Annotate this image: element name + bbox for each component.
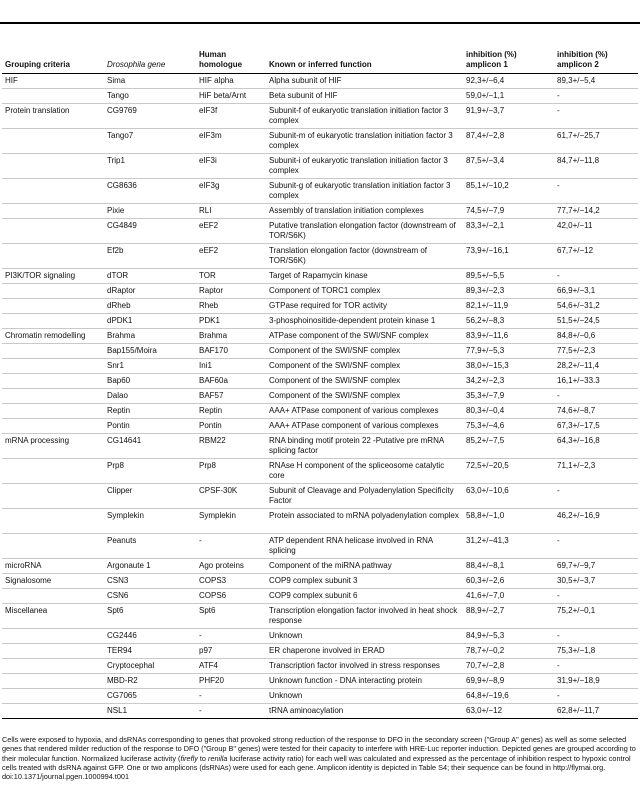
cell-gene: CG7065 [104,689,196,704]
cell-function: Component of the SWI/SNF complex [266,344,463,359]
cell-amplicon-1: 87,5+/−3,4 [463,154,554,179]
cell-grouping [2,129,104,154]
cell-amplicon-1: 64,8+/−19,6 [463,689,554,704]
cell-grouping [2,534,104,559]
table-row [2,484,638,509]
table-row [2,509,638,534]
cell-function: ATP dependent RNA helicase involved in RNA splicing [266,534,463,559]
cell-amplicon-1: 63,0+/−10,6 [463,484,554,509]
cell-function: Unknown [266,689,463,704]
cell-homologue: Rheb [196,299,266,314]
cell-function: Component of the SWI/SNF complex [266,374,463,389]
cell-homologue: BAF60a [196,374,266,389]
cell-homologue: Prp8 [196,459,266,484]
cell-amplicon-2: 31,9+/−18,9 [554,674,638,689]
cell-gene: Trip1 [104,154,196,179]
table-row [2,154,638,179]
cell-homologue: Symplekin [196,509,266,534]
cell-grouping [2,179,104,204]
cell-gene: Tango [104,89,196,104]
cell-grouping [2,404,104,419]
cell-amplicon-2: 71,1+/−2,3 [554,459,638,484]
cell-function: Protein associated to mRNA polyadenylation complex [266,509,463,534]
cell-gene: CSN3 [104,574,196,589]
cell-amplicon-1: 59,0+/−1,1 [463,89,554,104]
cell-amplicon-2: - [554,179,638,204]
cell-gene: Argonaute 1 [104,559,196,574]
cell-homologue: - [196,704,266,719]
cell-gene: Spt6 [104,604,196,629]
table-row [2,129,638,154]
cell-function: tRNA aminoacylation [266,704,463,719]
table-row [2,219,638,244]
cell-gene: dRaptor [104,284,196,299]
cell-amplicon-2: - [554,659,638,674]
cell-amplicon-2: 77,5+/−2,3 [554,344,638,359]
table-row [2,459,638,484]
cell-gene: Reptin [104,404,196,419]
table-row [2,344,638,359]
cell-function: RNA binding motif protein 22 -Putative pre mRNA splicing factor [266,434,463,459]
cell-amplicon-2: - [554,389,638,404]
cell-homologue: Spt6 [196,604,266,629]
cell-amplicon-2: 69,7+/−9,7 [554,559,638,574]
cell-gene: Sima [107,76,126,85]
cell-homologue: - [196,689,266,704]
cell-amplicon-1: 31,2+/−41,3 [463,534,554,559]
cell-homologue: HiF beta/Arnt [196,89,266,104]
cell-grouping [2,509,104,534]
cell-grouping [2,674,104,689]
cell-grouping: Protein translation [2,104,104,129]
cell-function: GTPase required for TOR activity [266,299,463,314]
cell-homologue: Ago proteins [196,559,266,574]
caption-firefly: firefly [180,753,198,763]
cell-homologue: RLI [196,204,266,219]
cell-grouping [2,419,104,434]
cell-function: Component of the miRNA pathway [266,559,463,574]
cell-grouping [2,704,104,719]
cell-homologue: eEF2 [196,244,266,269]
cell-gene: dRheb [104,299,196,314]
cell-amplicon-1: 80,3+/−0,4 [463,404,554,419]
cell-grouping [2,89,104,104]
cell-gene: Ef2b [104,244,196,269]
table-row [2,104,638,129]
cell-homologue: Pontin [196,419,266,434]
table-row [2,244,638,269]
table-row [2,204,638,219]
cell-homologue: - [196,534,266,559]
table-row [2,359,638,374]
header-drosophila-gene [104,24,196,74]
cell-grouping [2,459,104,484]
cell-grouping: Miscellanea [2,604,104,629]
cell-gene: Bap60 [104,374,196,389]
cell-grouping: HIF [5,76,18,85]
header-drosophila-gene-label: Drosophila gene [107,60,166,69]
cell-amplicon-1: 88,4+/−8,1 [463,559,554,574]
cell-amplicon-1: 41,6+/−7,0 [463,589,554,604]
cell-function: Subunit-m of eukaryotic translation initiation factor 3 complex [266,129,463,154]
cell-homologue: CPSF-30K [196,484,266,509]
cell-homologue: HIF alpha [199,76,234,85]
cell-function: COP9 complex subunit 6 [266,589,463,604]
cell-gene: Snr1 [104,359,196,374]
cell-gene: Bap155/Moira [104,344,196,359]
cell-amplicon-1: 82,1+/−11,9 [463,299,554,314]
header-amplicon-1: inhibition (%) amplicon 1 [463,24,554,74]
cell-amplicon-1: 73,9+/−16,1 [463,244,554,269]
cell-gene: NSL1 [104,704,196,719]
cell-function: Alpha subunit of HIF [269,76,342,85]
cell-gene: CG2446 [104,629,196,644]
cell-amplicon-1: 60,3+/−2,6 [463,574,554,589]
cell-amplicon-2: 42,0+/−11 [554,219,638,244]
cell-amplicon-1: 56,2+/−8,3 [463,314,554,329]
cell-amplicon-2: 84,7+/−11,8 [554,154,638,179]
table-row [2,419,638,434]
cell-amplicon-1: 89,3+/−2,3 [463,284,554,299]
caption-text-3: luciferase activity ratio) for each well was calculated and expressed as the percentage of inhibition respect to hypoxic control cells treated with dsRNA against GFP. One or two amplicons (dsRNAs) were used for each gene. Amplicon identity is depicted in Table S4; their sequence can be found in http://flyrnai.org. [2,753,631,772]
cell-function: Subunit of Cleavage and Polyadenylation Specificity Factor [266,484,463,509]
cell-amplicon-1: 88,9+/−2,7 [463,604,554,629]
cell-amplicon-2: 62,8+/−11,7 [554,704,638,719]
cell-function: Transcription factor involved in stress responses [266,659,463,674]
cell-amplicon-2: - [554,589,638,604]
cell-function: COP9 complex subunit 3 [266,574,463,589]
cell-amplicon-2: 67,3+/−17,5 [554,419,638,434]
table-row [2,659,638,674]
cell-grouping [2,204,104,219]
cell-function: Component of TORC1 complex [266,284,463,299]
cell-grouping [2,689,104,704]
cell-homologue: PHF20 [196,674,266,689]
caption-doi: doi:10.1371/journal.pgen.1000994.t001 [2,772,129,782]
caption-text-2: to [197,753,209,763]
cell-homologue: eIF3f [196,104,266,129]
cell-amplicon-2: 61,7+/−25,7 [554,129,638,154]
cell-homologue: Reptin [196,404,266,419]
table-row [2,589,638,604]
cell-homologue: COPS6 [196,589,266,604]
cell-grouping [2,344,104,359]
table-row [2,284,638,299]
cell-amplicon-1: 74,5+/−7,9 [463,204,554,219]
cell-amplicon-2: - [554,689,638,704]
cell-function: Putative translation elongation factor (downstream of TOR/S6K) [266,219,463,244]
cell-homologue: Brahma [196,329,266,344]
cell-amplicon-1: 85,1+/−10,2 [463,179,554,204]
cell-function: Subunit-g of eukaryotic translation initiation factor 3 complex [266,179,463,204]
table-row [2,629,638,644]
cell-function: Target of Rapamycin kinase [266,269,463,284]
cell-gene: Dalao [104,389,196,404]
cell-grouping: Signalosome [2,574,104,589]
cell-gene: CG4849 [104,219,196,244]
cell-homologue: eEF2 [196,219,266,244]
cell-homologue: - [196,629,266,644]
cell-homologue: Ini1 [196,359,266,374]
cell-function: Unknown [266,629,463,644]
cell-gene: Clipper [104,484,196,509]
cell-amplicon-1: 58,8+/−1,0 [463,509,554,534]
cell-function: 3-phosphoinositide-dependent protein kinase 1 [266,314,463,329]
table-row [2,689,638,704]
cell-amplicon-2: 75,3+/−1,8 [554,644,638,659]
table-row [2,404,638,419]
cell-amplicon-1: 69,9+/−8,9 [463,674,554,689]
cell-gene: Symplekin [104,509,196,534]
cell-amplicon-2: - [554,269,638,284]
cell-function: ER chaperone involved in ERAD [266,644,463,659]
cell-homologue: BAF170 [196,344,266,359]
cell-amplicon-2: 67,7+/−12 [554,244,638,269]
cell-homologue: eIF3m [196,129,266,154]
cell-amplicon-2: - [554,629,638,644]
cell-gene: Brahma [104,329,196,344]
cell-gene: Tango7 [104,129,196,154]
cell-homologue: COPS3 [196,574,266,589]
table-row [2,329,638,344]
cell-grouping [2,359,104,374]
table-row [2,299,638,314]
cell-amplicon-2: - [554,89,638,104]
table-row [2,604,638,629]
cell-function: Component of the SWI/SNF complex [266,359,463,374]
cell-grouping [2,284,104,299]
cell-grouping [2,659,104,674]
table-caption [2,735,638,781]
table-row [2,74,638,89]
cell-function: AAA+ ATPase component of various complexes [266,419,463,434]
cell-amplicon-2: 74,6+/−8,7 [554,404,638,419]
cell-gene: CG14641 [104,434,196,459]
cell-gene: Prp8 [104,459,196,484]
caption-renilla: renilla [208,753,228,763]
cell-grouping [2,154,104,179]
table-row [2,179,638,204]
cell-amplicon-2: 28,2+/−11,4 [554,359,638,374]
cell-amplicon-2: 51,5+/−24,5 [554,314,638,329]
cell-amplicon-1: 91,9+/−3,7 [463,104,554,129]
cell-grouping [2,244,104,269]
cell-amplicon-1: 78,7+/−0,2 [463,644,554,659]
table-row [2,559,638,574]
cell-homologue: eIF3i [196,154,266,179]
cell-grouping [2,389,104,404]
cell-amplicon-2: 30,5+/−3,7 [554,574,638,589]
table-row [2,674,638,689]
table-row [2,389,638,404]
header-human-homologue: Human homologue [196,24,266,74]
cell-gene: Pixie [104,204,196,219]
cell-amplicon-2: 54,6+/−31,2 [554,299,638,314]
cell-function: Translation elongation factor (downstream of TOR/S6K) [266,244,463,269]
table-row [2,534,638,559]
table-row [2,704,638,719]
cell-amplicon-1: 83,3+/−2,1 [463,219,554,244]
cell-amplicon-1: 92,3+/−6,4 [466,76,505,85]
cell-grouping: PI3K/TOR signaling [2,269,104,284]
cell-homologue: TOR [196,269,266,284]
cell-function: Assembly of translation initiation complexes [266,204,463,219]
cell-amplicon-1: 77,9+/−5,3 [463,344,554,359]
table-row [2,374,638,389]
table-row [2,574,638,589]
cell-function: Subunit-i of eukaryotic translation initiation factor 3 complex [266,154,463,179]
cell-gene: TER94 [104,644,196,659]
table-row [2,269,638,284]
cell-gene: CG9769 [104,104,196,129]
cell-gene: Cryptocephal [104,659,196,674]
cell-homologue: Raptor [196,284,266,299]
cell-amplicon-2: 89,3+/−5,4 [557,76,596,85]
cell-amplicon-1: 35,3+/−7,9 [463,389,554,404]
cell-function: Unknown function - DNA interacting protein [266,674,463,689]
cell-gene: Peanuts [104,534,196,559]
cell-homologue: p97 [196,644,266,659]
cell-amplicon-1: 34,2+/−2,3 [463,374,554,389]
cell-function: Transcription elongation factor involved in heat shock response [266,604,463,629]
cell-amplicon-2: 64,3+/−16,8 [554,434,638,459]
cell-amplicon-1: 38,0+/−15,3 [463,359,554,374]
cell-amplicon-2: - [554,534,638,559]
table-row [2,644,638,659]
header-grouping-criteria: Grouping criteria [2,24,104,74]
cell-amplicon-2: 77,7+/−14,2 [554,204,638,219]
cell-amplicon-1: 87,4+/−2,8 [463,129,554,154]
cell-grouping [2,219,104,244]
cell-grouping [2,589,104,604]
header-amplicon-2: inhibition (%) amplicon 2 [554,24,638,74]
cell-grouping [2,484,104,509]
cell-amplicon-1: 89,5+/−5,5 [463,269,554,284]
cell-grouping [2,374,104,389]
table-row [2,89,638,104]
cell-homologue: ATF4 [196,659,266,674]
cell-amplicon-1: 70,7+/−2,8 [463,659,554,674]
cell-amplicon-2: 46,2+/−16,9 [554,509,638,534]
cell-function: Beta subunit of HIF [266,89,463,104]
cell-amplicon-1: 63,0+/−12 [463,704,554,719]
cell-grouping [2,314,104,329]
cell-function: AAA+ ATPase component of various complexes [266,404,463,419]
header-known-function: Known or inferred function [266,24,463,74]
caption-text-1: Cells were exposed to hypoxia, and dsRNAs corresponding to genes that provoked strong reduction of the response to DFO in the secondary screen ("Group A" genes) as well as some selected genes that rendered milder reduction of the response to DFO ("Group B" genes) were tested for their capacity to interfere with HRE-Luc reporter induction. Depicted genes are grouped according to their molecular function. Normalized luciferase activity ( [2,735,636,763]
cell-amplicon-2: 16,1+/−33.3 [554,374,638,389]
table-body [2,74,638,719]
cell-function: Subunit-f of eukaryotic translation initiation factor 3 complex [266,104,463,129]
cell-homologue: eIF3g [196,179,266,204]
cell-gene: dTOR [104,269,196,284]
cell-function: ATPase component of the SWI/SNF complex [266,329,463,344]
cell-amplicon-1: 72,5+/−20,5 [463,459,554,484]
cell-amplicon-2: 75,2+/−0,1 [554,604,638,629]
cell-function: Component of the SWI/SNF complex [266,389,463,404]
cell-homologue: PDK1 [196,314,266,329]
cell-amplicon-1: 75,3+/−4,6 [463,419,554,434]
cell-grouping: mRNA processing [2,434,104,459]
cell-grouping [2,299,104,314]
cell-homologue: RBM22 [196,434,266,459]
cell-grouping [2,629,104,644]
cell-gene: Pontin [104,419,196,434]
cell-grouping: microRNA [2,559,104,574]
cell-amplicon-2: - [554,484,638,509]
cell-amplicon-1: 83,9+/−11,6 [463,329,554,344]
cell-gene: MBD-R2 [104,674,196,689]
cell-amplicon-2: 84,8+/−0,6 [554,329,638,344]
table-top-rule [0,0,640,24]
table-row [2,314,638,329]
results-table [2,24,638,719]
cell-amplicon-1: 85,2+/−7,5 [463,434,554,459]
cell-grouping [2,644,104,659]
cell-amplicon-1: 84,9+/−5,3 [463,629,554,644]
cell-homologue: BAF57 [196,389,266,404]
header-row [2,24,638,74]
cell-amplicon-2: 66,9+/−3,1 [554,284,638,299]
cell-gene: dPDK1 [104,314,196,329]
table-row [2,434,638,459]
cell-gene: CSN6 [104,589,196,604]
cell-amplicon-2: - [554,104,638,129]
cell-grouping: Chromatin remodelling [2,329,104,344]
cell-function: RNAse H component of the spliceosome catalytic core [266,459,463,484]
cell-gene: CG8636 [104,179,196,204]
